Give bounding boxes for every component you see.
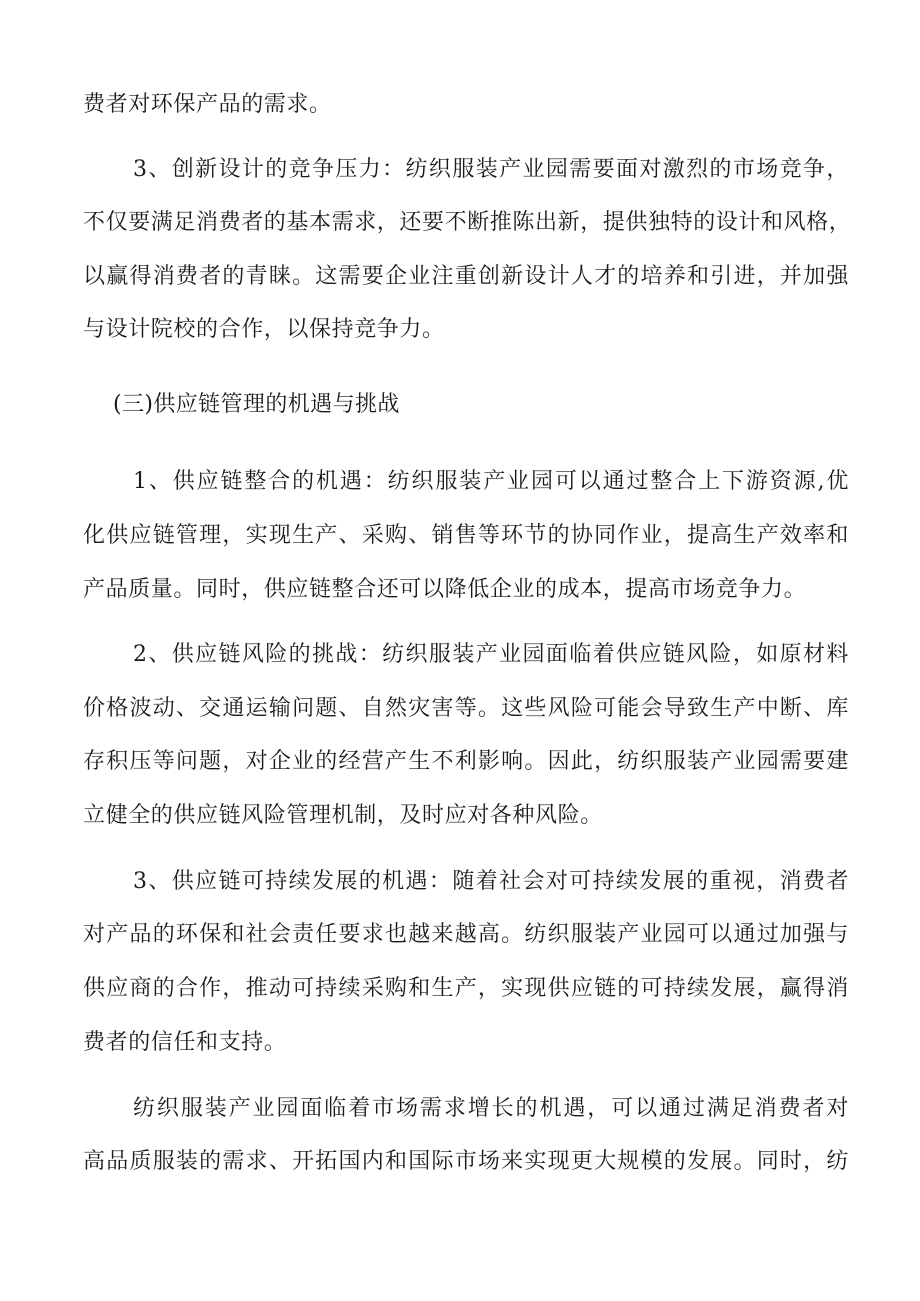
text-line: 与设计院校的合作，以保持竞争力。 [83,317,445,342]
text-line: 供应商的合作，推动可持续采购和生产，实现供应链的可持续发展，赢得消 [83,976,849,1001]
text-line: 3、供应链可持续发展的机遇：随着社会对可持续发展的重视，消费者 [133,869,849,894]
text-line: 化供应链管理，实现生产、采购、销售等环节的协同作业，提高生产效率和 [83,523,849,548]
text-line: 对产品的环保和社会责任要求也越来越高。纺织服装产业园可以通过加强与 [83,922,849,947]
text-line: 3、创新设计的竞争压力：纺织服装产业园需要面对激烈的市场竞争， [133,157,849,182]
text-line: 1、供应链整合的机遇：纺织服装产业园可以通过整合上下游资源,优 [133,469,849,494]
text-line: 以赢得消费者的青睐。这需要企业注重创新设计人才的培养和引进，并加强 [83,264,849,289]
text-line: 立健全的供应链风险管理机制，及时应对各种风险。 [83,803,603,828]
text-line: 价格波动、交通运输问题、自然灾害等。这些风险可能会导致生产中断、库 [83,696,849,721]
text-line: 费者对环保产品的需求。 [83,92,332,117]
text-line: 存积压等问题，对企业的经营产生不利影响。因此，纺织服装产业园需要建 [83,749,849,774]
text-line: 产品质量。同时，供应链整合还可以降低企业的成本，提高市场竞争力。 [83,577,807,602]
text-line: 纺织服装产业园面临着市场需求增长的机遇，可以通过满足消费者对 [133,1096,849,1121]
text-line: 高品质服装的需求、开拓国内和国际市场来实现更大规模的发展。同时，纺 [83,1149,849,1174]
text-line: 费者的信任和支持。 [83,1030,287,1055]
text-line: 2、供应链风险的挑战：纺织服装产业园面临着供应链风险，如原材料 [133,642,849,667]
text-line: 不仅要满足消费者的基本需求，还要不断推陈出新，提供独特的设计和风格， [83,210,852,235]
section-heading: (三)供应链管理的机遇与挑战 [113,392,400,417]
